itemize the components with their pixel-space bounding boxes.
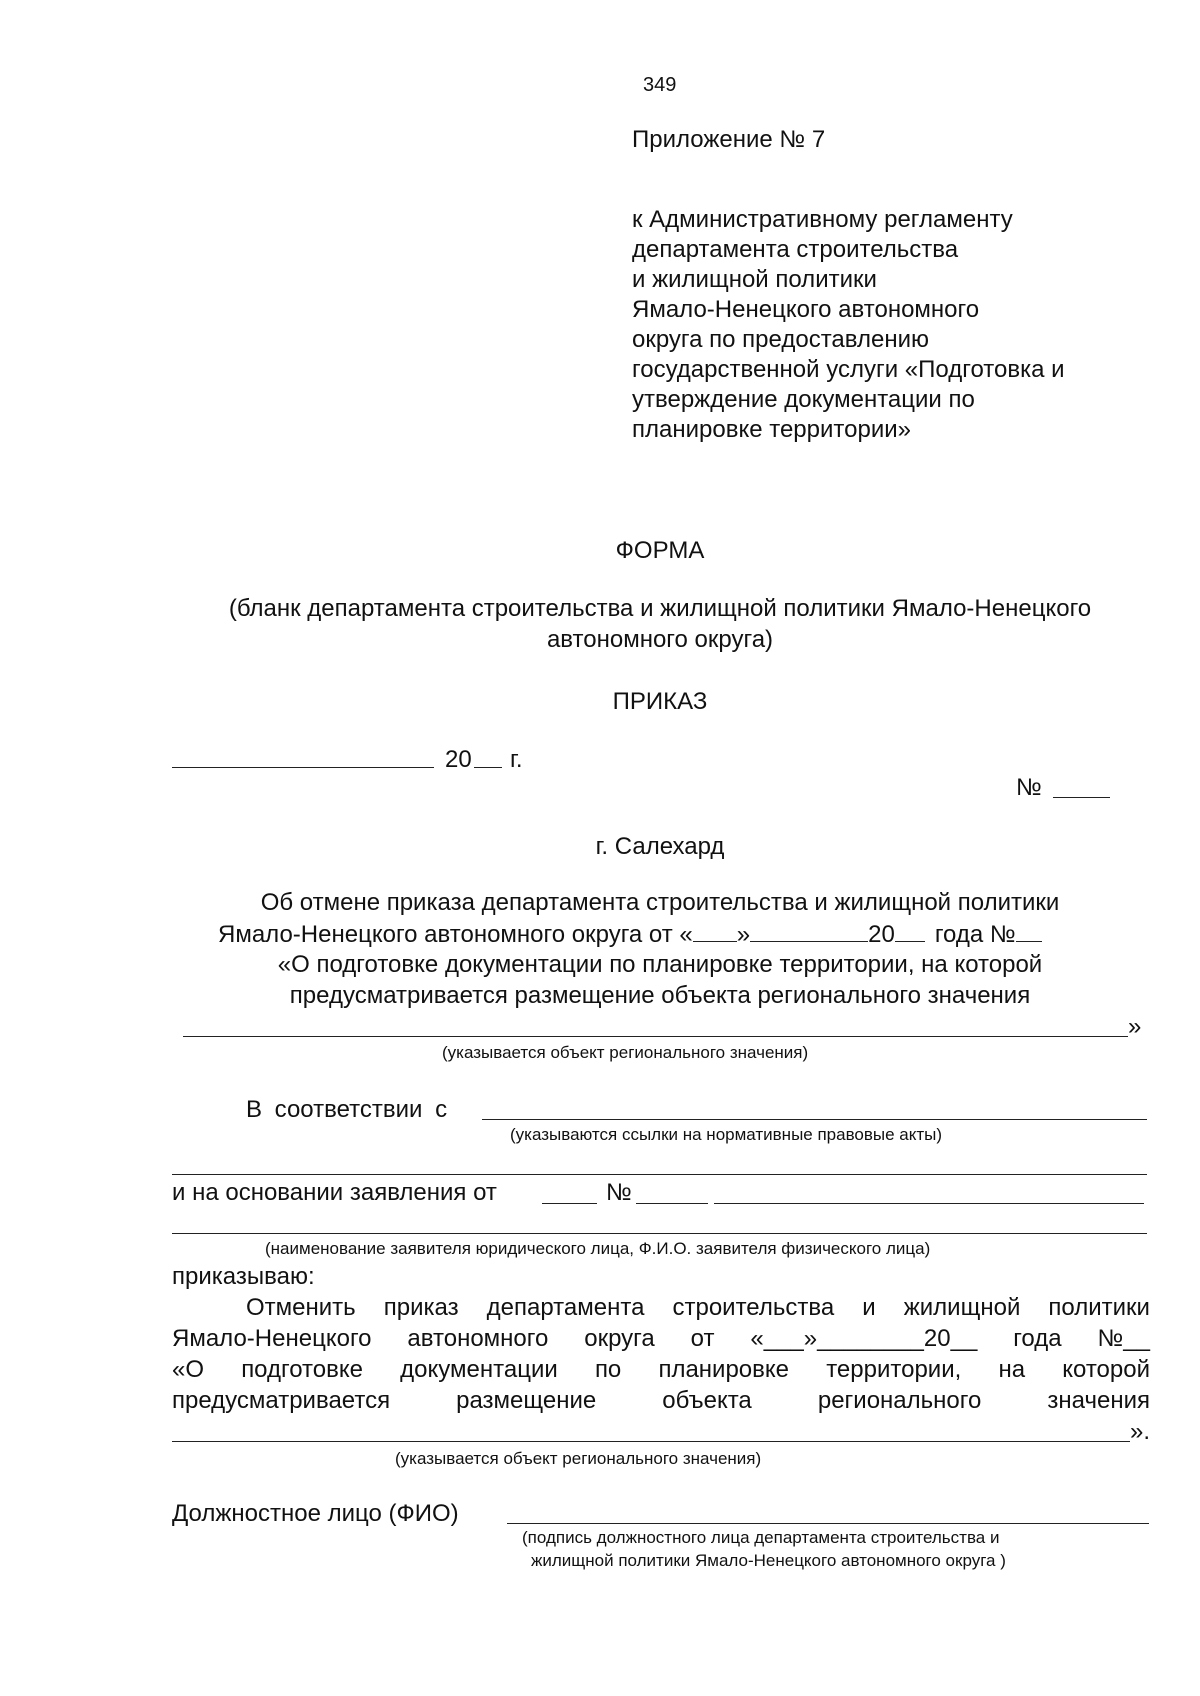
page-number: 349 xyxy=(643,74,677,96)
letterhead-line-1: (бланк департамента строительства и жилищной политики Ямало-Ненецкого xyxy=(228,595,1092,622)
word: приказ xyxy=(383,1294,459,1321)
date-blank[interactable] xyxy=(172,767,434,768)
heading-year-prefix: 20 xyxy=(868,921,895,948)
appendix-line: к Административному регламенту xyxy=(632,206,1013,233)
order-title: ПРИКАЗ xyxy=(612,688,708,715)
application-date-blank[interactable] xyxy=(542,1203,597,1204)
appendix-line: планировке территории» xyxy=(632,416,911,443)
paragraph-line-3 xyxy=(172,1355,1150,1385)
appendix-title: Приложение № 7 xyxy=(632,126,826,153)
appendix-line: Ямало-Ненецкого автономного xyxy=(632,296,980,323)
word: размещение xyxy=(456,1387,597,1414)
word: строительства xyxy=(672,1294,835,1321)
heading-line-1: Об отмене приказа департамента строительства и жилищной политики xyxy=(260,889,1060,916)
number-label: № xyxy=(1016,774,1042,801)
word: планировке xyxy=(658,1356,790,1383)
word: политики xyxy=(1048,1294,1150,1321)
word: года xyxy=(1013,1325,1062,1352)
application-number-label: № xyxy=(606,1179,632,1206)
object-blank-2[interactable] xyxy=(172,1441,1130,1442)
signature-caption-1: (подпись должностного лица департамента строительства и xyxy=(522,1528,1000,1547)
heading-quote-close: » xyxy=(736,921,751,948)
word: регионального xyxy=(817,1387,982,1414)
word: которой xyxy=(1062,1356,1150,1383)
date-year-prefix: 20 xyxy=(445,746,472,773)
signature-caption-2: жилищной политики Ямало-Ненецкого автономного округа ) xyxy=(531,1551,1006,1570)
word: автономного xyxy=(407,1325,549,1352)
paragraph-closing: ». xyxy=(1130,1418,1151,1445)
word: на xyxy=(998,1356,1026,1383)
number-blank[interactable] xyxy=(1053,797,1110,798)
word: подготовке xyxy=(241,1356,363,1383)
word: от xyxy=(690,1325,715,1352)
word: документации xyxy=(400,1356,558,1383)
heading-year-blank[interactable] xyxy=(895,919,925,942)
form-label: ФОРМА xyxy=(615,537,705,564)
word: департамента xyxy=(486,1294,645,1321)
word: «___»________20__ xyxy=(750,1325,978,1352)
word: по xyxy=(594,1356,622,1383)
month-blank[interactable] xyxy=(750,919,868,942)
heading-line-4: предусматривается размещение объекта регионального значения xyxy=(289,982,1031,1009)
appendix-line: государственной услуги «Подготовка и xyxy=(632,356,1065,383)
appendix-line: утверждение документации по xyxy=(632,386,975,413)
object-caption: (указывается объект регионального значения) xyxy=(442,1043,809,1062)
word: Отменить xyxy=(246,1294,356,1321)
order-word: приказываю: xyxy=(172,1263,315,1290)
paragraph-line-4 xyxy=(172,1386,1150,1416)
appendix-reference xyxy=(632,205,1065,445)
heading-closing-quote: » xyxy=(1128,1013,1142,1040)
appendix-line: округа по предоставлению xyxy=(632,326,929,353)
heading-number-blank[interactable] xyxy=(1016,919,1042,942)
heading-line-2 xyxy=(218,919,1118,949)
signature-blank[interactable] xyxy=(507,1523,1149,1524)
legal-acts-caption: (указываются ссылки на нормативные правовые акты) xyxy=(510,1125,943,1144)
city: г. Салехард xyxy=(595,833,725,860)
day-blank[interactable] xyxy=(693,919,737,942)
word: объекта xyxy=(662,1387,752,1414)
application-label: и на основании заявления от xyxy=(172,1179,497,1206)
word: «О xyxy=(172,1356,205,1383)
heading-line-3: «О подготовке документации по планировке территории, на которой xyxy=(277,951,1043,978)
object-blank[interactable] xyxy=(183,1036,1128,1037)
legal-acts-blank-2[interactable] xyxy=(172,1174,1147,1175)
applicant-caption: (наименование заявителя юридического лица, Ф.И.О. заявителя физического лица) xyxy=(265,1239,931,1258)
date-year-suffix: г. xyxy=(510,746,523,773)
heading-line-2-text: Ямало-Ненецкого автономного округа от « xyxy=(218,921,693,948)
letterhead-line-2: автономного округа) xyxy=(546,626,774,653)
word: жилищной xyxy=(903,1294,1021,1321)
heading-number-label: года № xyxy=(934,921,1016,948)
legal-acts-blank[interactable] xyxy=(482,1119,1147,1120)
paragraph-line-2 xyxy=(172,1324,1150,1354)
word: округа xyxy=(584,1325,655,1352)
appendix-line: департамента строительства xyxy=(632,236,959,263)
year-blank[interactable] xyxy=(474,767,502,768)
word: №__ xyxy=(1097,1325,1150,1352)
applicant-name-blank[interactable] xyxy=(714,1203,1144,1204)
paragraph-line-1 xyxy=(246,1293,1150,1323)
applicant-name-blank-2[interactable] xyxy=(172,1233,1147,1234)
accordance-label: В соответствии с xyxy=(246,1096,448,1123)
word: территории, xyxy=(826,1356,962,1383)
object-caption-2: (указывается объект регионального значения) xyxy=(395,1449,762,1468)
word: и xyxy=(862,1294,876,1321)
word: значения xyxy=(1047,1387,1150,1414)
application-number-blank[interactable] xyxy=(636,1203,708,1204)
appendix-line: и жилищной политики xyxy=(632,266,877,293)
signature-label: Должностное лицо (ФИО) xyxy=(172,1500,459,1527)
word: предусматривается xyxy=(172,1387,391,1414)
word: Ямало-Ненецкого xyxy=(172,1325,372,1352)
